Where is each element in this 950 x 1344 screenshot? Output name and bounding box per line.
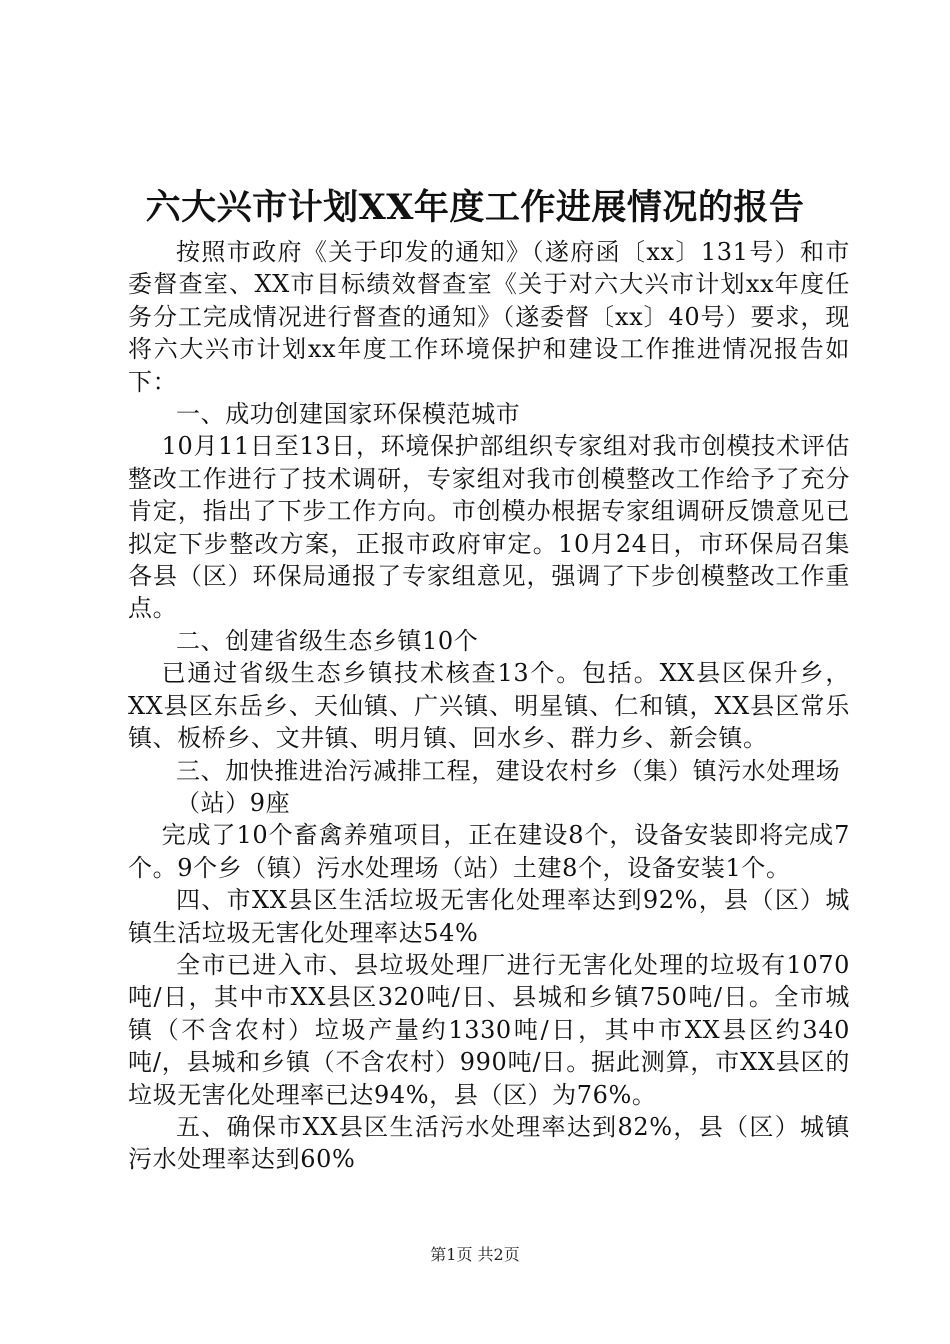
intro-paragraph: 按照市政府《关于印发的通知》（遂府函〔xx〕131号）和市委督查室、XX市目标绩效督查室《关于对六大兴市计划xx年度任务分工完成情况进行督查的通知》（遂委督〔xx〕40号）要求，现将六大兴市计划xx年度工作环境保护和建设工作推进情况报告如下： [128,238,850,396]
section-heading-1: 一、成功创建国家环保模范城市 [176,400,521,429]
section-1-paragraph: 10月11日至13日，环境保护部组织专家组对我市创模技术评估整改工作进行了技术调研，专家组对我市创模整改工作给予了充分肯定，指出了下步工作方向。市创模办根据专家组调研反馈意见已拟定下步整改方案，正报市政府审定。10月24日，市环保局召集各县（区）环保局通报了专家组意见，强调了下步创模整改工作重点。 [128,432,850,623]
section-heading-2: 二、创建省级生态乡镇10个 [176,626,479,655]
section-heading-3-continued: （站）9座 [176,788,291,817]
section-2-paragraph: 已通过省级生态乡镇技术核查13个。包括。XX县区保升乡，XX县区东岳乡、天仙镇、广兴镇、明星镇、仁和镇，XX县区常乐镇、板桥乡、文井镇、明月镇、回水乡、群力乡、新会镇。 [128,659,850,753]
document-title: 六大兴市计划XX年度工作进展情况的报告 [145,187,805,228]
section-4-paragraph: 全市已进入市、县垃圾处理厂进行无害化处理的垃圾有1070吨/日，其中市XX县区320吨/日、县城和乡镇750吨/日。全市城镇（不含农村）垃圾产量约1330吨/日，其中市XX县区约340吨/，县城和乡镇（不含农村）990吨/日。据此测算，市XX县区的垃圾无害化处理率已达94%，县（区）为76%。 [128,950,850,1109]
document-body [128,236,850,1176]
section-heading-5: 五、确保市XX县区生活污水处理率达到82%，县（区）城镇污水处理率达到60% [128,1112,850,1174]
page-footer: 第1页 共2页 [430,1245,520,1264]
section-3-paragraph: 完成了10个畜禽养殖项目，正在建设8个，设备安装即将完成7个。9个乡（镇）污水处理场（站）土建8个，设备安装1个。 [128,821,850,882]
section-heading-4: 四、市XX县区生活垃圾无害化处理率达到92%，县（区）城镇生活垃圾无害化处理率达54% [128,886,850,947]
section-heading-3: 三、加快推进治污减排工程，建设农村乡（集）镇污水处理场 [176,756,841,785]
